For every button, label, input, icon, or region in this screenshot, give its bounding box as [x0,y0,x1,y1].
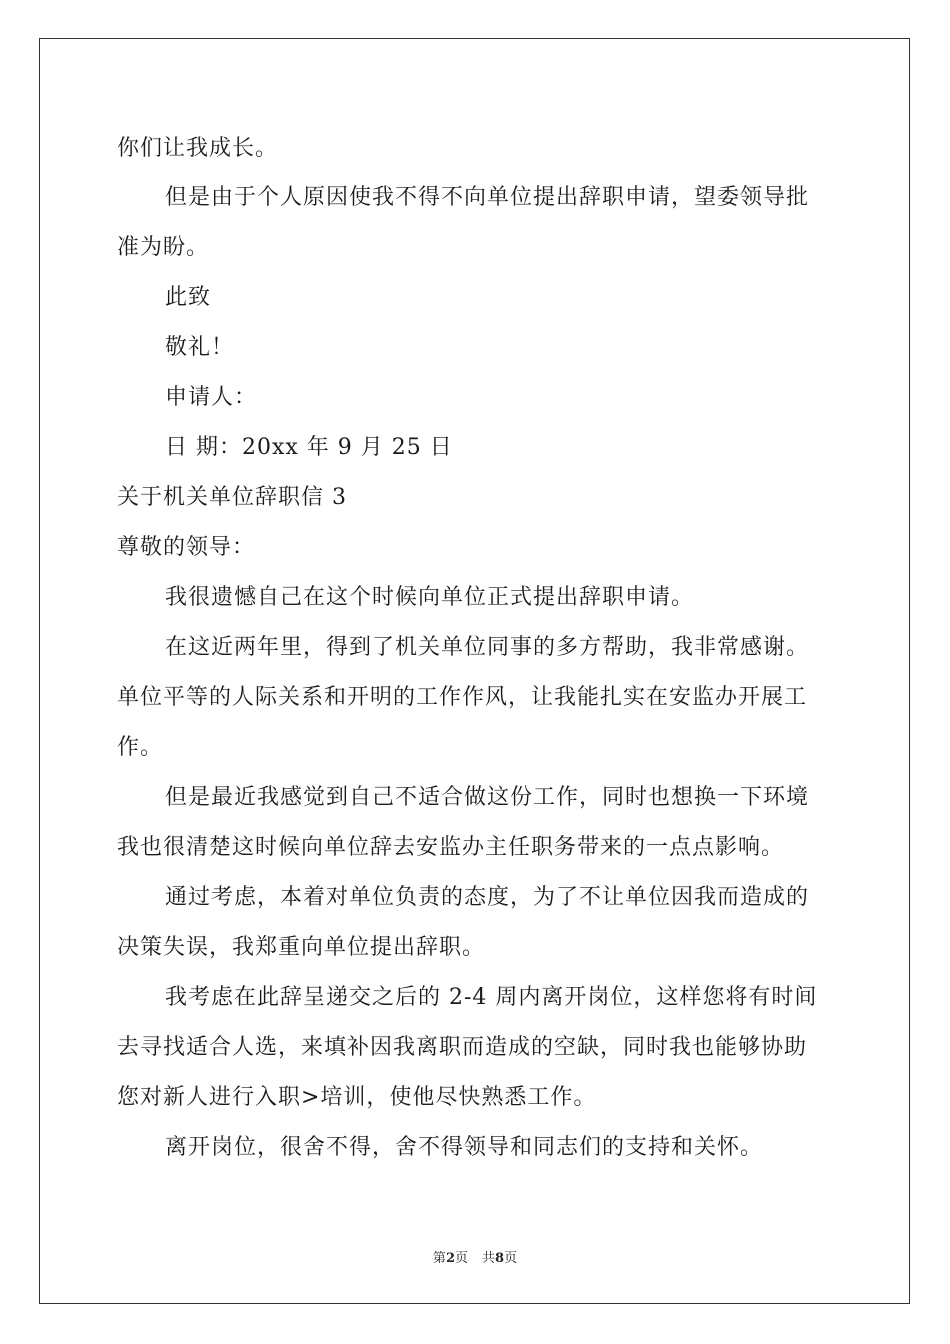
text-line: 我考虑在此辞呈递交之后的 2-4 周内离开岗位，这样您将有时间 [165,985,818,1010]
text-line: 作。 [117,735,164,760]
text-line: 敬礼！ [165,335,235,360]
page-suffix: 页 [454,1251,468,1266]
text-line: 申请人： [165,385,258,410]
text-line: 我很遗憾自己在这个时候向单位正式提出辞职申请。 [165,585,695,610]
page-border [39,38,910,1304]
salutation: 尊敬的领导： [117,535,256,560]
page-prefix: 第 [432,1251,446,1266]
page-number: 2 [445,1251,455,1266]
text-line: 准为盼。 [117,235,210,260]
total-suffix: 页 [504,1251,518,1266]
text-line: 但是由于个人原因使我不得不向单位提出辞职申请，望委领导批 [165,185,810,210]
text-line: 此致 [165,285,212,310]
text-line: 你们让我成长。 [117,136,279,161]
section-title: 关于机关单位辞职信 3 [117,485,347,510]
text-line: 单位平等的人际关系和开明的工作作风，让我能扎实在安监办开展工 [117,685,808,710]
text-line: 日 期：20xx 年 9 月 25 日 [165,435,453,460]
text-line: 您对新人进行入职>培训，使他尽快熟悉工作。 [117,1085,597,1110]
text-line: 我也很清楚这时候向单位辞去安监办主任职务带来的一点点影响。 [117,835,785,860]
text-line: 通过考虑，本着对单位负责的态度，为了不让单位因我而造成的 [165,885,810,910]
page-footer [0,1247,950,1266]
total-prefix: 共 [482,1251,496,1266]
text-line: 去寻找适合人选，来填补因我离职而造成的空缺，同时我也能够协助 [117,1035,808,1060]
text-line: 但是最近我感觉到自己不适合做这份工作，同时也想换一下环境 [165,785,810,810]
text-line: 决策失误，我郑重向单位提出辞职。 [117,935,486,960]
text-line: 在这近两年里，得到了机关单位同事的多方帮助，我非常感谢。 [165,635,810,660]
text-line: 离开岗位，很舍不得，舍不得领导和同志们的支持和关怀。 [165,1135,764,1160]
total-pages: 8 [495,1251,505,1266]
